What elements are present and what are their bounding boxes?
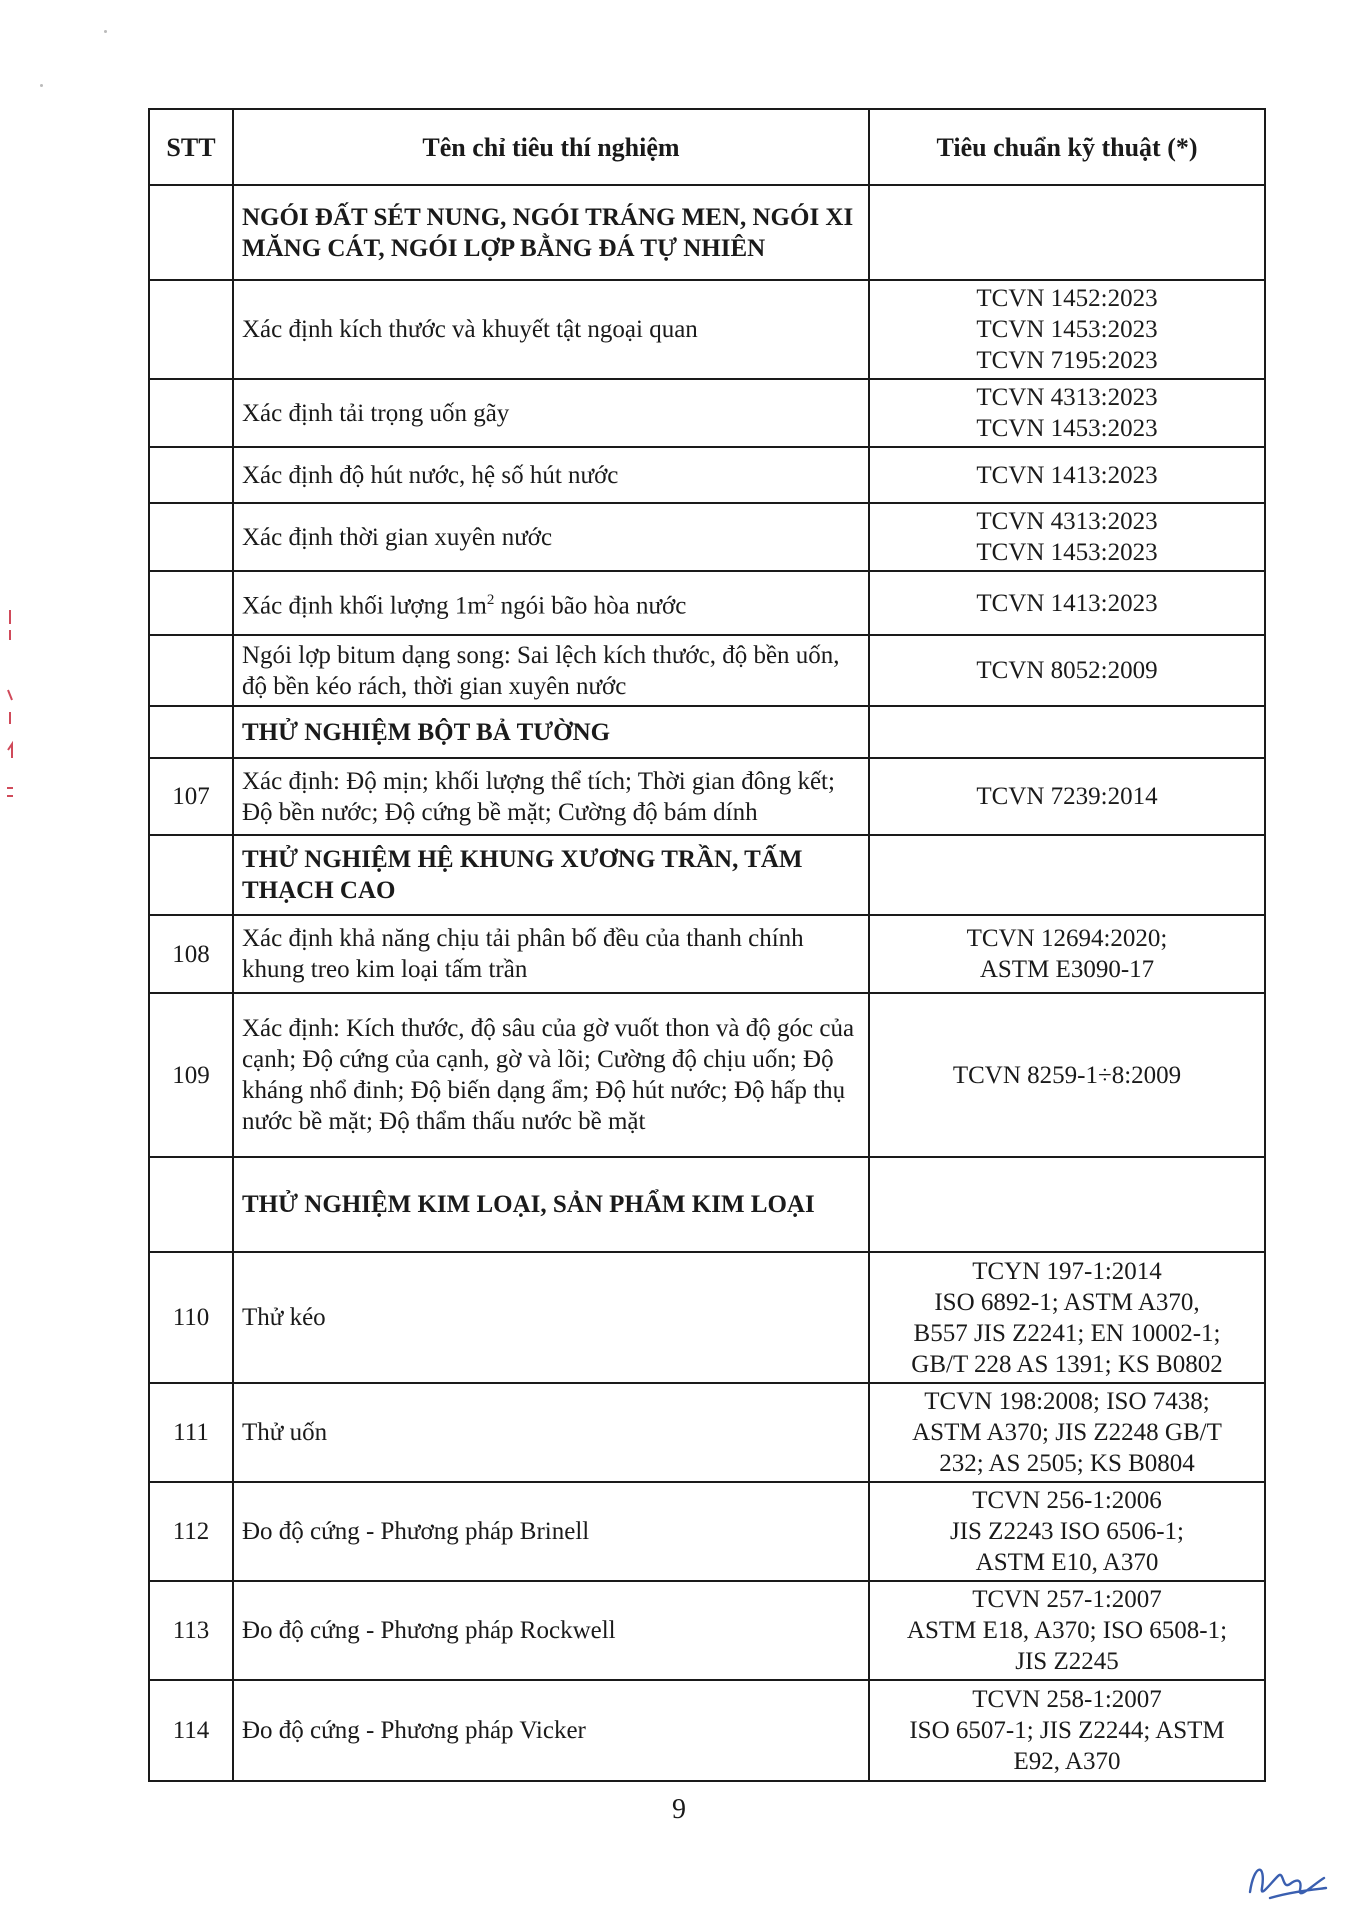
- cell-stt: 109: [149, 993, 233, 1157]
- cell-test-name: Xác định: Kích thước, độ sâu của gờ vuốt thon và độ góc của cạnh; Độ cứng của cạnh, gờ và lõi; Cường độ chịu uốn; Độ kháng nhổ đinh; Độ biến dạng ẩm; Độ hút nước; Độ hấp thụ nước bề mặt; Độ thẩm thấu nước bề mặt: [233, 993, 869, 1157]
- standard-line: TCVN 7239:2014: [976, 783, 1158, 810]
- cell-standard: [869, 1157, 1265, 1252]
- cell-test-name: Xác định: Độ mịn; khối lượng thể tích; Thời gian đông kết; Độ bền nước; Độ cứng bề mặt; Cường độ bám dính: [233, 758, 869, 835]
- cell-test-name: Xác định thời gian xuyên nước: [233, 503, 869, 571]
- standard-line: TCVN 257-1:2007: [972, 1586, 1162, 1613]
- standard-line: TCVN 1413:2023: [976, 589, 1158, 617]
- scan-speck: [40, 84, 43, 87]
- cell-standard: [869, 635, 1265, 706]
- cell-standard: [869, 503, 1265, 571]
- standard-line: TCVN 198:2008; ISO 7438;: [924, 1388, 1210, 1415]
- standard-line: ASTM E10, A370: [975, 1549, 1159, 1576]
- cell-standard: [869, 993, 1265, 1157]
- section-row: [149, 1157, 1265, 1252]
- section-row: [149, 835, 1265, 915]
- standard-line: JIS Z2243 ISO 6506-1;: [949, 1518, 1185, 1545]
- standard-line: TCVN 4313:2023: [976, 384, 1158, 411]
- cell-test-name: [233, 571, 869, 635]
- cell-standard: [869, 1383, 1265, 1482]
- standard-line: TCVN 7195:2023: [976, 347, 1158, 374]
- section-title: THỬ NGHIỆM KIM LOẠI, SẢN PHẨM KIM LOẠI: [233, 1157, 869, 1252]
- cell-stt: [149, 280, 233, 379]
- cell-stt: [149, 1157, 233, 1252]
- cell-stt: [149, 706, 233, 758]
- table-row: [149, 1680, 1265, 1781]
- cell-stt: 107: [149, 758, 233, 835]
- test-name-text: ngói bão hòa nước: [494, 592, 687, 620]
- table-row: [149, 1252, 1265, 1383]
- cell-test-name: Đo độ cứng - Phương pháp Rockwell: [233, 1581, 869, 1680]
- cell-standard: [869, 571, 1265, 635]
- table-body: [149, 185, 1265, 1781]
- cell-stt: [149, 635, 233, 706]
- header-stt: STT: [149, 109, 233, 185]
- cell-test-name: Đo độ cứng - Phương pháp Brinell: [233, 1482, 869, 1581]
- cell-test-name: Thử kéo: [233, 1252, 869, 1383]
- cell-test-name: Thử uốn: [233, 1383, 869, 1482]
- section-title: THỬ NGHIỆM BỘT BẢ TƯỜNG: [233, 706, 869, 758]
- cell-stt: 113: [149, 1581, 233, 1680]
- standard-line: B557 JIS Z2241; EN 10002-1;: [913, 1319, 1221, 1347]
- table-row: [149, 280, 1265, 379]
- table-row: [149, 379, 1265, 447]
- standard-line: ISO 6507-1; JIS Z2244; ASTM: [909, 1717, 1225, 1744]
- standard-line: JIS Z2245: [1015, 1648, 1119, 1675]
- standard-line: TCVN 8052:2009: [976, 657, 1158, 684]
- standard-line: TCVN 4313:2023: [976, 508, 1158, 535]
- section-row: [149, 706, 1265, 758]
- standard-line: ASTM E18, A370; ISO 6508-1;: [906, 1617, 1228, 1644]
- cell-stt: [149, 379, 233, 447]
- page-number: 9: [672, 1794, 686, 1825]
- standard-line: TCVN 12694:2020;: [966, 925, 1168, 952]
- cell-standard: [869, 1252, 1265, 1383]
- cell-standard: [869, 1581, 1265, 1680]
- cell-standard: [869, 915, 1265, 993]
- cell-standard: [869, 447, 1265, 503]
- cell-test-name: Xác định tải trọng uốn gãy: [233, 379, 869, 447]
- table-row: [149, 447, 1265, 503]
- standard-line: TCVN 1413:2023: [976, 461, 1158, 489]
- cell-standard: [869, 379, 1265, 447]
- standard-line: ASTM A370; JIS Z2248 GB/T: [912, 1419, 1222, 1446]
- superscript: 2: [486, 591, 495, 608]
- section-title: THỬ NGHIỆM HỆ KHUNG XƯƠNG TRẦN, TẤM THẠCH CAO: [233, 835, 869, 915]
- cell-stt: 112: [149, 1482, 233, 1581]
- cell-stt: [149, 185, 233, 280]
- table-row: [149, 571, 1265, 635]
- cell-stt: 108: [149, 915, 233, 993]
- cell-stt: 111: [149, 1383, 233, 1482]
- cell-stt: [149, 571, 233, 635]
- standard-line: ASTM E3090-17: [979, 956, 1155, 983]
- cell-standard: [869, 706, 1265, 758]
- cell-standard: [869, 185, 1265, 280]
- standard-line: TCVN 1453:2023: [976, 316, 1158, 343]
- margin-marks: [2, 600, 18, 860]
- standard-line: TCVN 1453:2023: [976, 415, 1158, 442]
- table-row: [149, 503, 1265, 571]
- standard-line: E92, A370: [1013, 1748, 1121, 1775]
- table-row: [149, 1383, 1265, 1482]
- scan-speck: [104, 30, 107, 33]
- signature-mark: [1240, 1854, 1330, 1906]
- header-test-name: Tên chỉ tiêu thí nghiệm: [233, 109, 869, 185]
- standard-line: TCVN 258-1:2007: [972, 1686, 1162, 1713]
- standard-line: 232; AS 2505; KS B0804: [939, 1450, 1195, 1477]
- cell-stt: [149, 835, 233, 915]
- cell-test-name: Xác định độ hút nước, hệ số hút nước: [233, 447, 869, 503]
- cell-standard: [869, 835, 1265, 915]
- standard-line: TCVN 8259-1÷8:2009: [952, 1061, 1182, 1089]
- section-row: [149, 185, 1265, 280]
- cell-test-name: Ngói lợp bitum dạng song: Sai lệch kích thước, độ bền uốn, độ bền kéo rách, thời gian xuyên nước: [233, 635, 869, 706]
- table-row: [149, 993, 1265, 1157]
- cell-standard: [869, 280, 1265, 379]
- cell-stt: [149, 503, 233, 571]
- cell-standard: [869, 758, 1265, 835]
- cell-test-name: Xác định kích thước và khuyết tật ngoại quan: [233, 280, 869, 379]
- standard-line: TCVN 1453:2023: [976, 539, 1158, 566]
- table-row: [149, 635, 1265, 706]
- cell-stt: 110: [149, 1252, 233, 1383]
- table-row: [149, 1581, 1265, 1680]
- standard-line: GB/T 228 AS 1391; KS B0802: [911, 1350, 1223, 1378]
- cell-standard: [869, 1482, 1265, 1581]
- table-row: [149, 915, 1265, 993]
- cell-stt: 114: [149, 1680, 233, 1781]
- table-row: [149, 1482, 1265, 1581]
- cell-test-name: Xác định khả năng chịu tải phân bố đều của thanh chính khung treo kim loại tấm trần: [233, 915, 869, 993]
- table-header-row: [149, 109, 1265, 185]
- cell-stt: [149, 447, 233, 503]
- standard-line: TCVN 256-1:2006: [972, 1487, 1162, 1514]
- standard-line: TCYN 197-1:2014: [972, 1257, 1162, 1285]
- table-row: [149, 758, 1265, 835]
- cell-standard: [869, 1680, 1265, 1781]
- cell-test-name: Đo độ cứng - Phương pháp Vicker: [233, 1680, 869, 1781]
- standard-line: ISO 6892-1; ASTM A370,: [934, 1288, 1200, 1316]
- standard-line: TCVN 1452:2023: [976, 285, 1158, 312]
- test-name-text: Xác định khối lượng 1m: [242, 592, 487, 620]
- header-standard: Tiêu chuẩn kỹ thuật (*): [869, 109, 1265, 185]
- test-standards-table: [148, 108, 1266, 1782]
- section-title: NGÓI ĐẤT SÉT NUNG, NGÓI TRÁNG MEN, NGÓI XI MĂNG CÁT, NGÓI LỢP BẰNG ĐÁ TỰ NHIÊN: [233, 185, 869, 280]
